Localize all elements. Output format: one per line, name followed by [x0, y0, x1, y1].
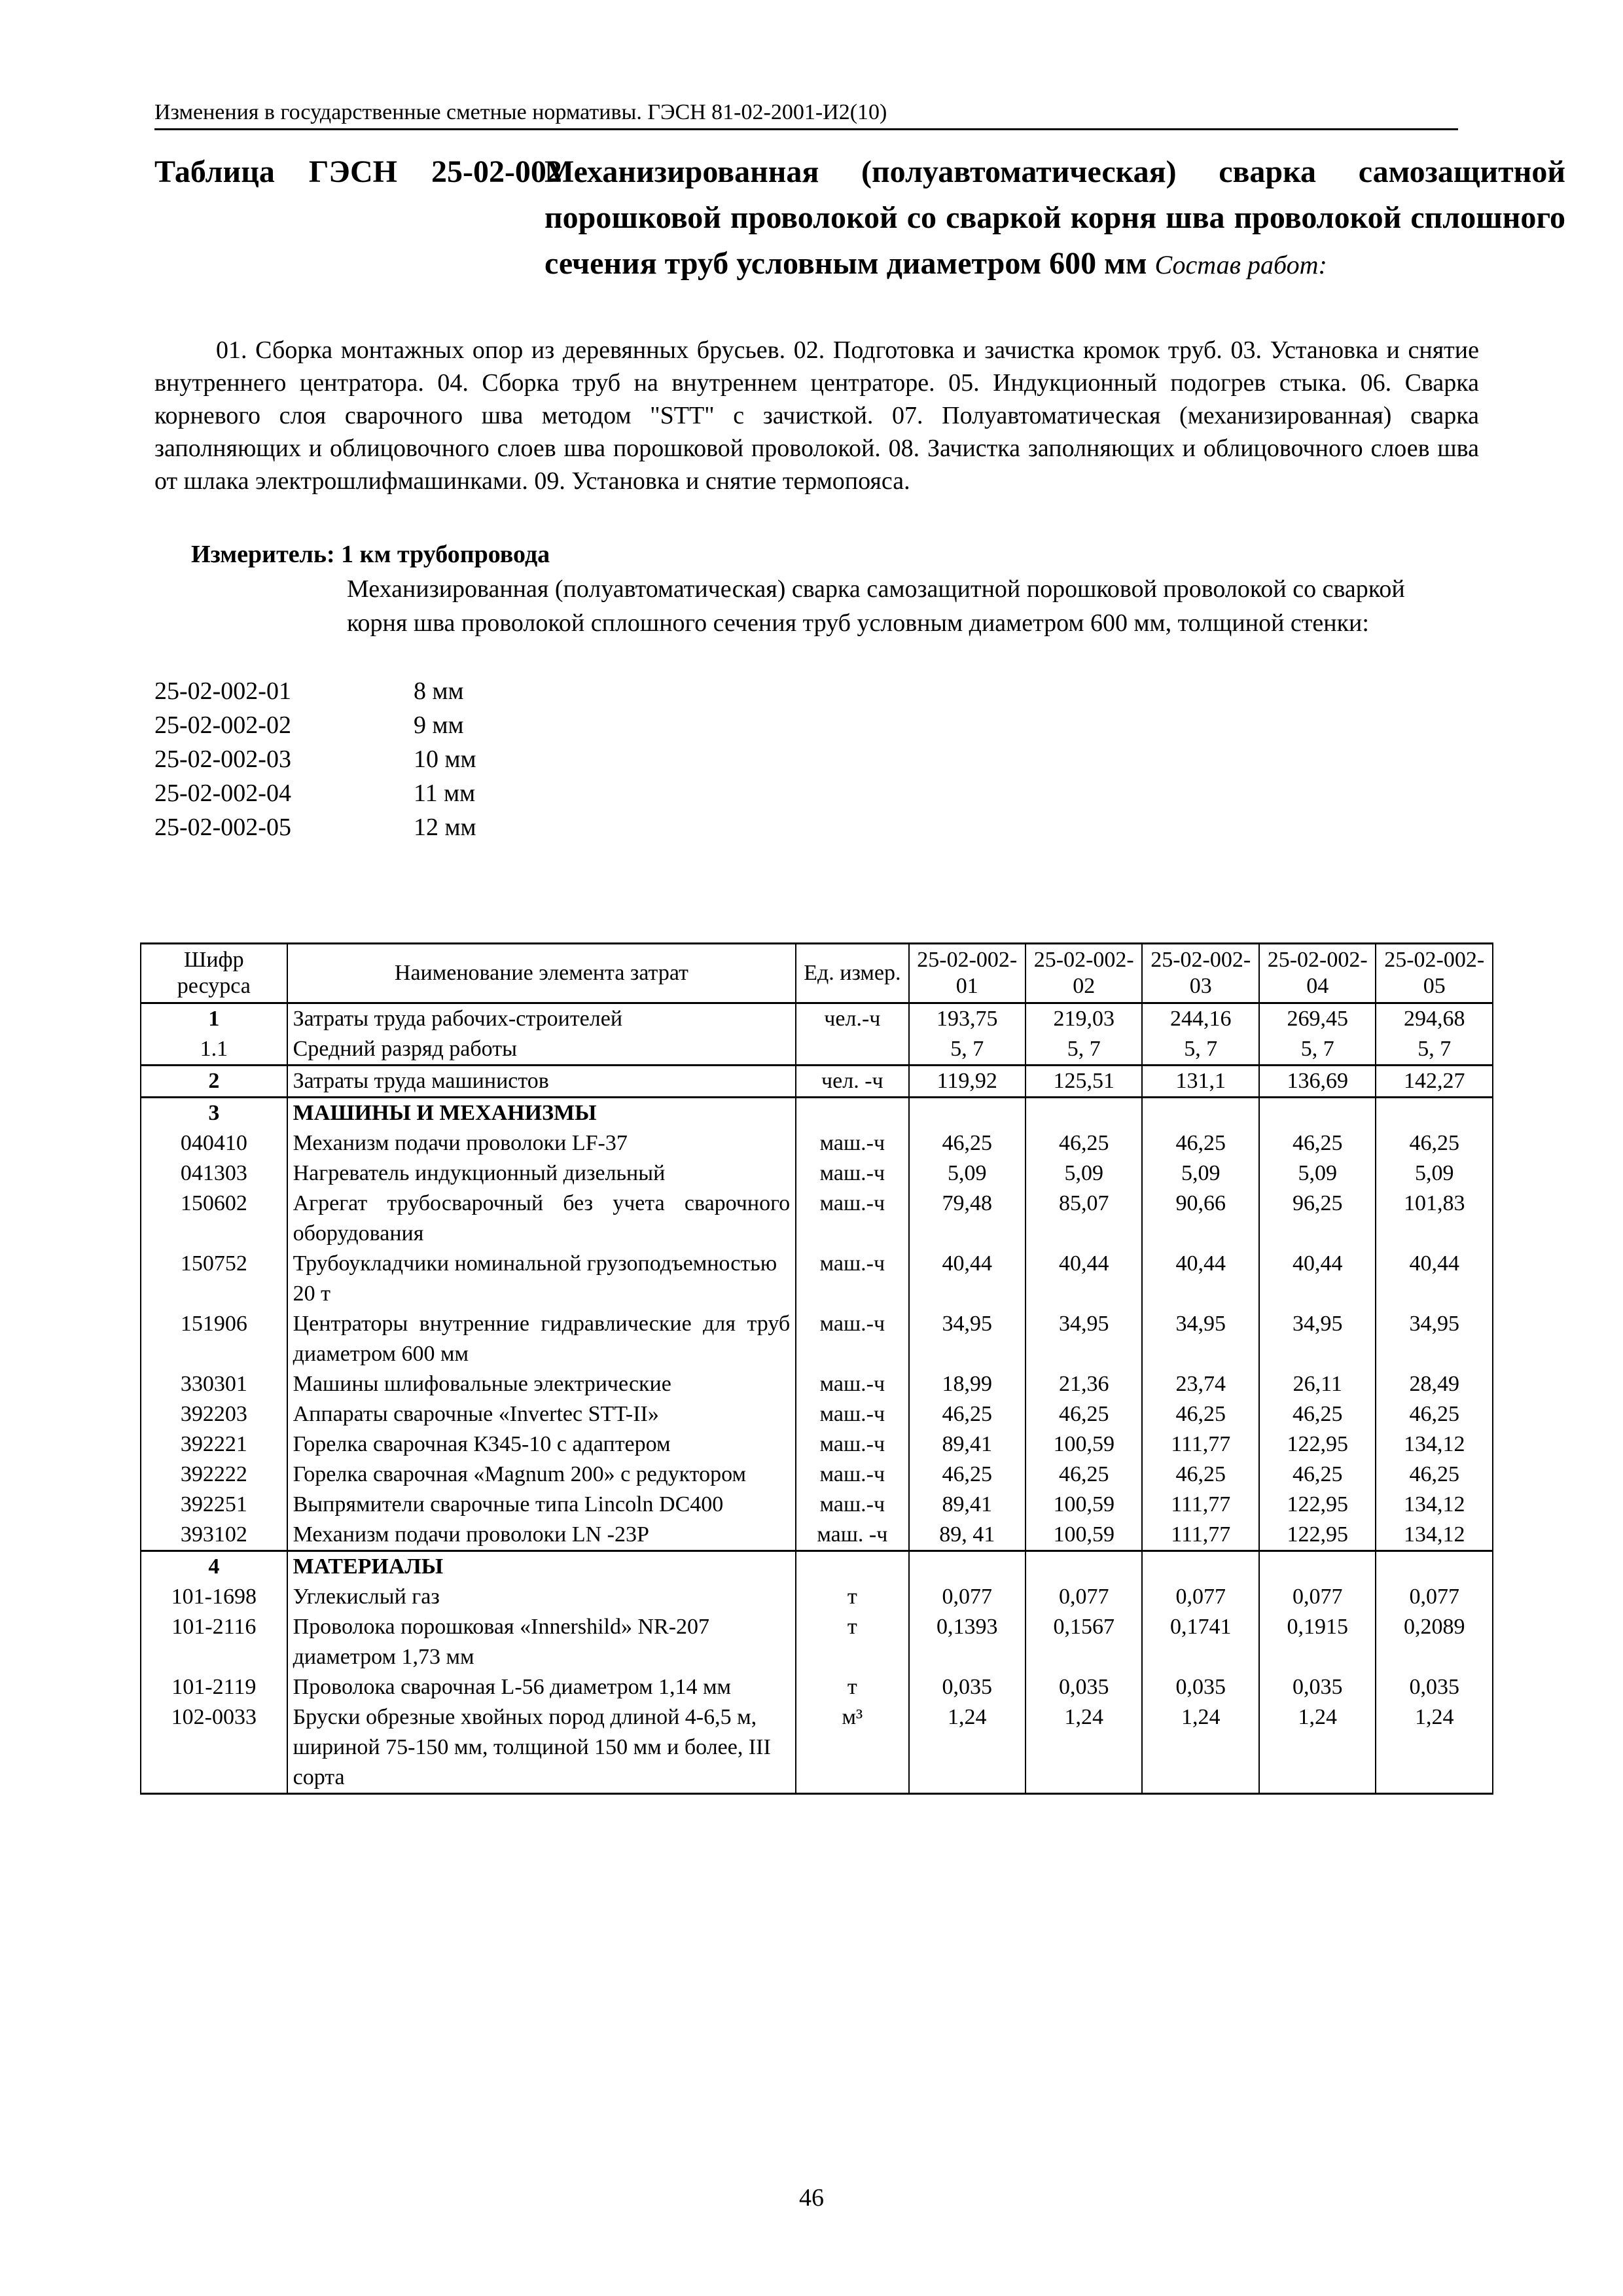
cell-value: 101,83: [1376, 1189, 1493, 1249]
cell-value: 5,09: [1142, 1158, 1258, 1189]
cell-code: 1: [141, 1003, 287, 1035]
cell-value: 131,1: [1142, 1066, 1258, 1098]
composition-label: Состав работ:: [1154, 250, 1327, 279]
cell-name: Бруски обрезные хвойных пород длиной 4-6,5 м, шириной 75-150 мм, толщиной 150 мм и более, III сорта: [287, 1702, 796, 1794]
cell-code: 3: [141, 1098, 287, 1129]
cell-value: 34,95: [1376, 1309, 1493, 1369]
cell-value: 26,11: [1259, 1369, 1376, 1399]
cell-value: 85,07: [1026, 1189, 1142, 1249]
cell-code: 151906: [141, 1309, 287, 1369]
table-row: [141, 1369, 1493, 1399]
cell-value: 89,41: [909, 1490, 1026, 1520]
cell-value: 0,077: [1376, 1582, 1493, 1612]
cell-value: 40,44: [909, 1249, 1026, 1309]
table-row: [141, 1309, 1493, 1369]
cell-unit: [796, 1034, 908, 1066]
norm-code-row: 25-02-002-03 10 мм: [154, 745, 476, 773]
cell-value: 0,1393: [909, 1612, 1026, 1672]
cell-value: 40,44: [1376, 1249, 1493, 1309]
cell-unit: маш.-ч: [796, 1460, 908, 1490]
cell-value: [1376, 1551, 1493, 1583]
table-row: [141, 1158, 1493, 1189]
cell-value: 89,41: [909, 1429, 1026, 1460]
cell-value: 0,077: [909, 1582, 1026, 1612]
table-header-row: [141, 944, 1493, 1003]
page-number: 46: [799, 2184, 824, 2212]
cell-value: 0,077: [1026, 1582, 1142, 1612]
cell-value: 46,25: [909, 1128, 1026, 1158]
cell-code: 392222: [141, 1460, 287, 1490]
cell-code: 1.1: [141, 1034, 287, 1066]
cell-value: 142,27: [1376, 1066, 1493, 1098]
cell-value: 0,035: [1259, 1672, 1376, 1702]
cell-value: 0,077: [1142, 1582, 1258, 1612]
cell-value: 5, 7: [1142, 1034, 1258, 1066]
cell-value: 294,68: [1376, 1003, 1493, 1035]
table-row: [141, 1034, 1493, 1066]
cell-value: 0,035: [1026, 1672, 1142, 1702]
cell-value: 119,92: [909, 1066, 1026, 1098]
cell-value: 0,077: [1259, 1582, 1376, 1612]
cell-unit: м³: [796, 1702, 908, 1794]
cell-value: 0,1915: [1259, 1612, 1376, 1672]
cell-value: 134,12: [1376, 1429, 1493, 1460]
cell-unit: маш.-ч: [796, 1399, 908, 1429]
meter-label: Измеритель: 1 км трубопровода: [191, 541, 550, 568]
cell-value: 0,1567: [1026, 1612, 1142, 1672]
cell-name: Нагреватель индукционный дизельный: [287, 1158, 796, 1189]
cell-value: 111,77: [1142, 1520, 1258, 1551]
cell-value: 100,59: [1026, 1520, 1142, 1551]
cell-value: 244,16: [1142, 1003, 1258, 1035]
cell-value: 111,77: [1142, 1429, 1258, 1460]
table-row: [141, 1460, 1493, 1490]
cell-value: 40,44: [1026, 1249, 1142, 1309]
cell-value: 1,24: [909, 1702, 1026, 1794]
cell-unit: чел.-ч: [796, 1003, 908, 1035]
norm-code-row: 25-02-002-05 12 мм: [154, 814, 476, 841]
cell-name: Затраты труда рабочих-строителей: [287, 1003, 796, 1035]
cell-value: 0,2089: [1376, 1612, 1493, 1672]
cell-name: Механизм подачи проволоки LN -23P: [287, 1520, 796, 1551]
cell-unit: маш.-ч: [796, 1189, 908, 1249]
cell-value: 0,035: [1142, 1672, 1258, 1702]
cell-value: 0,1741: [1142, 1612, 1258, 1672]
cell-code: 393102: [141, 1520, 287, 1551]
cell-value: 46,25: [909, 1460, 1026, 1490]
cell-value: 5, 7: [1026, 1034, 1142, 1066]
cell-unit: маш.-ч: [796, 1128, 908, 1158]
cell-code: 150752: [141, 1249, 287, 1309]
cell-value: [1142, 1098, 1258, 1129]
cell-value: [1259, 1098, 1376, 1129]
cell-code: 392203: [141, 1399, 287, 1429]
cell-value: 1,24: [1259, 1702, 1376, 1794]
cell-value: 46,25: [1259, 1399, 1376, 1429]
cell-value: 5,09: [1026, 1158, 1142, 1189]
cell-code: 4: [141, 1551, 287, 1583]
norm-code-row: 25-02-002-04 11 мм: [154, 780, 476, 807]
cell-name: МАШИНЫ И МЕХАНИЗМЫ: [287, 1098, 796, 1129]
cell-value: 5,09: [1376, 1158, 1493, 1189]
cell-value: 46,25: [1259, 1460, 1376, 1490]
cell-value: [1142, 1551, 1258, 1583]
cell-value: 28,49: [1376, 1369, 1493, 1399]
table-row: [141, 1702, 1493, 1794]
cell-unit: маш.-ч: [796, 1158, 908, 1189]
cell-unit: т: [796, 1582, 908, 1612]
cell-value: 1,24: [1376, 1702, 1493, 1794]
cell-value: 134,12: [1376, 1490, 1493, 1520]
cell-value: 46,25: [1026, 1460, 1142, 1490]
cell-name: Машины шлифовальные электрические: [287, 1369, 796, 1399]
cell-unit: маш. -ч: [796, 1520, 908, 1551]
cell-value: 23,74: [1142, 1369, 1258, 1399]
cell-name: Затраты труда машинистов: [287, 1066, 796, 1098]
cell-value: 46,25: [1142, 1128, 1258, 1158]
cell-name: Углекислый газ: [287, 1582, 796, 1612]
cell-value: 40,44: [1142, 1249, 1258, 1309]
cell-value: 111,77: [1142, 1490, 1258, 1520]
resource-table: [140, 942, 1493, 1795]
cell-name: Трубоукладчики номинальной грузоподъемностью 20 т: [287, 1249, 796, 1309]
cell-name: Центраторы внутренние гидравлические для труб диаметром 600 мм: [287, 1309, 796, 1369]
cell-value: [909, 1098, 1026, 1129]
cell-value: 34,95: [1142, 1309, 1258, 1369]
cell-value: 5,09: [909, 1158, 1026, 1189]
table-row: [141, 1399, 1493, 1429]
table-body: [141, 1003, 1493, 1794]
header-col: 25-02-002-04: [1259, 944, 1376, 1003]
cell-value: 0,035: [1376, 1672, 1493, 1702]
cell-name: Средний разряд работы: [287, 1034, 796, 1066]
cell-value: 18,99: [909, 1369, 1026, 1399]
cell-code: 150602: [141, 1189, 287, 1249]
cell-value: 46,25: [1376, 1399, 1493, 1429]
norm-code-list: [154, 674, 544, 844]
cell-value: 1,24: [1026, 1702, 1142, 1794]
cell-code: 101-1698: [141, 1582, 287, 1612]
cell-value: [1376, 1098, 1493, 1129]
table-row: [141, 1612, 1493, 1672]
norm-code-row: 25-02-002-01 8 мм: [154, 677, 464, 705]
title-last: диаметром 600 мм: [886, 246, 1147, 281]
cell-name: Аппараты сварочные «Invertec STT-II»: [287, 1399, 796, 1429]
table-row: [141, 1098, 1493, 1129]
cell-name: Проволока сварочная L-56 диаметром 1,14 мм: [287, 1672, 796, 1702]
cell-unit: т: [796, 1612, 908, 1672]
meter-description: Механизированная (полуавтоматическая) сварка самозащитной порошковой проволокой со сваркой корня шва проволокой сплошного сечения труб условным диаметром 600 мм, толщиной стенки:: [347, 575, 1405, 637]
cell-name: Агрегат трубосварочный без учета сварочного оборудования: [287, 1189, 796, 1249]
cell-name: Проволока порошковая «Innershild» NR-207 диаметром 1,73 мм: [287, 1612, 796, 1672]
running-header: Изменения в государственные сметные нормативы. ГЭСН 81-02-2001-И2(10): [154, 98, 1458, 130]
cell-unit: маш.-ч: [796, 1309, 908, 1369]
table-row: [141, 1582, 1493, 1612]
cell-value: 46,25: [909, 1399, 1026, 1429]
cell-code: 040410: [141, 1128, 287, 1158]
cell-unit: [796, 1551, 908, 1583]
cell-value: [909, 1551, 1026, 1583]
cell-code: 330301: [141, 1369, 287, 1399]
cell-code: 041303: [141, 1158, 287, 1189]
cell-value: 21,36: [1026, 1369, 1142, 1399]
header-col: 25-02-002-02: [1026, 944, 1142, 1003]
cell-unit: т: [796, 1672, 908, 1702]
cell-value: 40,44: [1259, 1249, 1376, 1309]
header-col: 25-02-002-03: [1142, 944, 1258, 1003]
cell-unit: чел. -ч: [796, 1066, 908, 1098]
header-code: Шифр ресурса: [141, 944, 287, 1003]
cell-name: Выпрямители сварочные типа Lincoln DC400: [287, 1490, 796, 1520]
cell-value: 269,45: [1259, 1003, 1376, 1035]
cell-name: Горелка сварочная К345-10 с адаптером: [287, 1429, 796, 1460]
table-row: [141, 1429, 1493, 1460]
cell-value: 46,25: [1376, 1460, 1493, 1490]
cell-value: 219,03: [1026, 1003, 1142, 1035]
cell-code: 101-2119: [141, 1672, 287, 1702]
table-row: [141, 1249, 1493, 1309]
cell-value: 122,95: [1259, 1520, 1376, 1551]
cell-code: 392221: [141, 1429, 287, 1460]
cell-value: 46,25: [1026, 1128, 1142, 1158]
cell-name: МАТЕРИАЛЫ: [287, 1551, 796, 1583]
title-label: Таблица ГЭСН 25-02-002: [154, 154, 562, 189]
cell-unit: маш.-ч: [796, 1249, 908, 1309]
cell-value: 122,95: [1259, 1490, 1376, 1520]
cell-value: 125,51: [1026, 1066, 1142, 1098]
cell-value: 136,69: [1259, 1066, 1376, 1098]
cell-code: 392251: [141, 1490, 287, 1520]
work-composition: 01. Сборка монтажных опор из деревянных брусьев. 02. Подготовка и зачистка кромок труб. 03. Установка и снятие внутреннего центратора. 04. Сборка труб на внутреннем центраторе. 05. Индукционный подогрев стыка. 06. Сварка корневого слоя сварочного шва методом "STT" с зачисткой. 07. Полуавтоматическая (механизированная) сварка заполняющих и облицовочного слоев шва порошковой проволокой. 08. Зачистка заполняющих и облицовочного слоев шва от шлака электрошлифмашинками. 09. Установка и снятие термопояса.: [154, 336, 1479, 495]
table-row: [141, 1003, 1493, 1035]
header-unit: Ед. измер.: [796, 944, 908, 1003]
cell-value: 193,75: [909, 1003, 1026, 1035]
cell-unit: маш.-ч: [796, 1490, 908, 1520]
cell-value: 96,25: [1259, 1189, 1376, 1249]
cell-unit: маш.-ч: [796, 1369, 908, 1399]
cell-value: 1,24: [1142, 1702, 1258, 1794]
cell-unit: маш.-ч: [796, 1429, 908, 1460]
cell-code: 101-2116: [141, 1612, 287, 1672]
cell-value: 5, 7: [1259, 1034, 1376, 1066]
table-row: [141, 1490, 1493, 1520]
cell-value: 89, 41: [909, 1520, 1026, 1551]
table-row: [141, 1672, 1493, 1702]
cell-value: 90,66: [1142, 1189, 1258, 1249]
cell-value: [1026, 1098, 1142, 1129]
header-name: Наименование элемента затрат: [287, 944, 796, 1003]
cell-value: 5, 7: [1376, 1034, 1493, 1066]
cell-value: 46,25: [1026, 1399, 1142, 1429]
cell-value: 100,59: [1026, 1429, 1142, 1460]
title-body: [544, 149, 1565, 288]
cell-value: 34,95: [909, 1309, 1026, 1369]
table-row: [141, 1520, 1493, 1551]
cell-value: 34,95: [1026, 1309, 1142, 1369]
cell-name: Механизм подачи проволоки LF-37: [287, 1128, 796, 1158]
cell-value: 34,95: [1259, 1309, 1376, 1369]
cell-value: 46,25: [1376, 1128, 1493, 1158]
cell-value: 46,25: [1259, 1128, 1376, 1158]
header-col: 25-02-002-05: [1376, 944, 1493, 1003]
cell-unit: [796, 1098, 908, 1129]
table-row: [141, 1189, 1493, 1249]
header-col: 25-02-002-01: [909, 944, 1026, 1003]
cell-value: 46,25: [1142, 1460, 1258, 1490]
table-row: [141, 1128, 1493, 1158]
cell-value: [1026, 1551, 1142, 1583]
cell-value: 46,25: [1142, 1399, 1258, 1429]
cell-value: 79,48: [909, 1189, 1026, 1249]
table-row: [141, 1066, 1493, 1098]
cell-code: 2: [141, 1066, 287, 1098]
cell-code: 102-0033: [141, 1702, 287, 1794]
cell-value: 5,09: [1259, 1158, 1376, 1189]
cell-value: [1259, 1551, 1376, 1583]
cell-value: 100,59: [1026, 1490, 1142, 1520]
norm-code-row: 25-02-002-02 9 мм: [154, 711, 464, 739]
title-text: Механизированная (полуавтоматическая) сварка самозащитной порошковой проволокой со сваркой корня шва проволокой сплошного сечения труб условным: [544, 154, 1565, 281]
cell-value: 122,95: [1259, 1429, 1376, 1460]
cell-value: 134,12: [1376, 1520, 1493, 1551]
cell-name: Горелка сварочная «Magnum 200» с редуктором: [287, 1460, 796, 1490]
cell-value: 0,035: [909, 1672, 1026, 1702]
table-row: [141, 1551, 1493, 1583]
cell-value: 5, 7: [909, 1034, 1026, 1066]
